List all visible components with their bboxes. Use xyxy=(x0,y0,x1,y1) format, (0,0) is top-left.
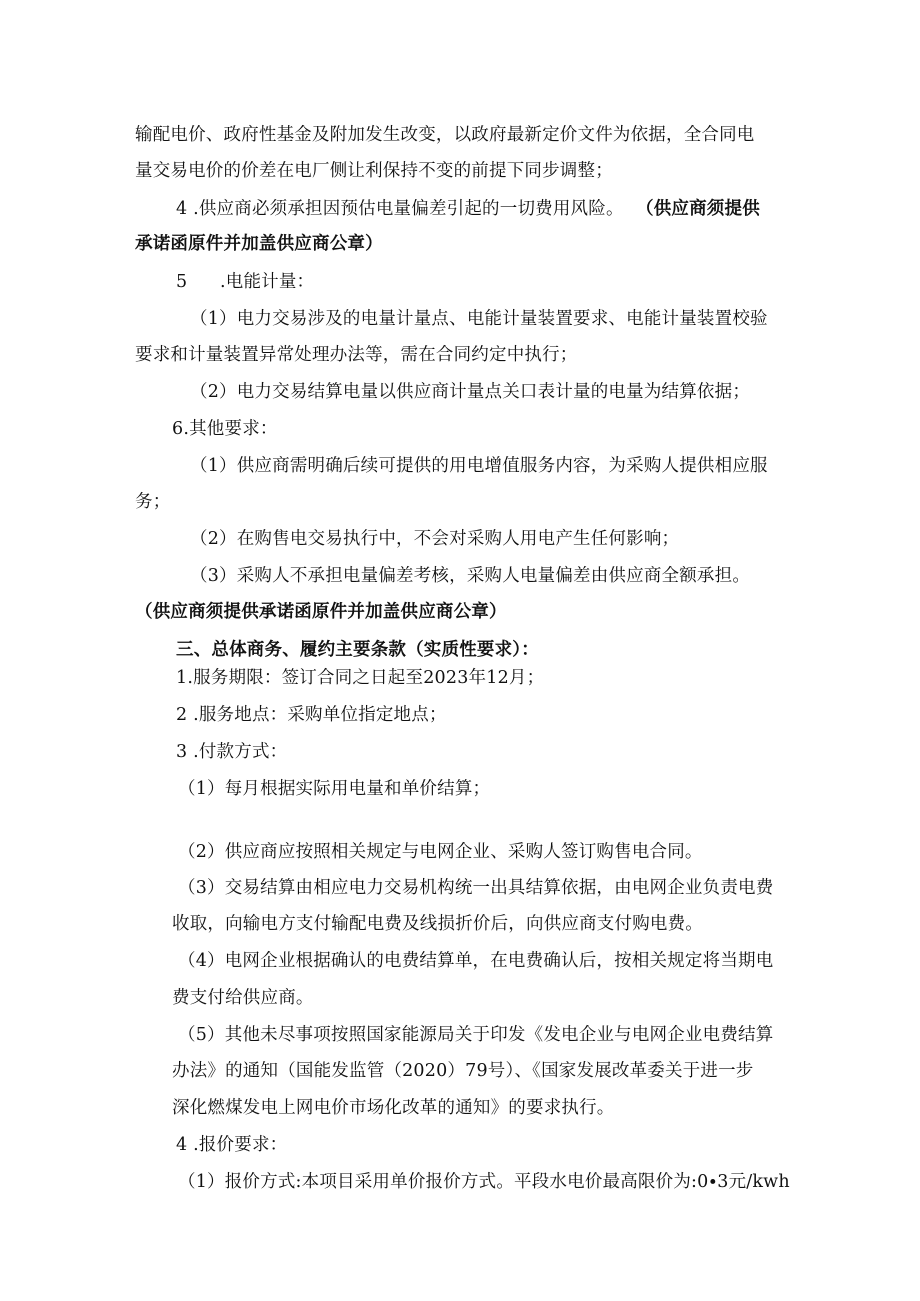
paragraph-line: （1）电力交易涉及的电量计量点、电能计量装置要求、电能计量装置校验 xyxy=(190,309,768,329)
paragraph-line: （4）电网企业根据确认的电费结算单，在电费确认后，按相关规定将当期电 xyxy=(178,951,774,971)
paragraph-line: （3）采购人不承担电量偏差考核，采购人电量偏差由供应商全额承担。 xyxy=(190,566,751,586)
paragraph-line: 1.服务期限：签订合同之日起至2023年12月； xyxy=(176,668,545,688)
paragraph-line: 费支付给供应商。 xyxy=(172,988,314,1008)
section-number: 5 xyxy=(176,272,188,292)
paragraph-line: （1）报价方式:本项目采用单价报价方式。平段水电价最高限价为:0∙3元/kwh xyxy=(178,1172,790,1192)
bold-note: （供应商须提供 xyxy=(636,199,760,219)
paragraph-line: 务； xyxy=(135,492,171,512)
paragraph-line: 办法》的通知（国能发监管（2020）79号）、《国家发展改革委关于进一步 xyxy=(172,1061,754,1081)
bold-note: 承诺函原件并加盖供应商公章） xyxy=(135,234,383,254)
paragraph-line: 2 .服务地点：采购单位指定地点； xyxy=(176,705,447,725)
section-heading: .电能计量： xyxy=(220,272,315,292)
paragraph-line: （2）供应商应按照相关规定与电网企业、采购人签订购售电合同。 xyxy=(178,842,703,862)
paragraph-line: （2）电力交易结算电量以供应商计量点关口表计量的电量为结算依据； xyxy=(190,382,751,402)
paragraph-line: （3）交易结算由相应电力交易机构统一出具结算依据，由电网企业负责电费 xyxy=(178,878,774,898)
paragraph-line: （2）在购售电交易执行中，不会对采购人用电产生任何影响； xyxy=(190,529,680,549)
paragraph-line: （1）每月根据实际用电量和单价结算； xyxy=(178,779,491,799)
paragraph-line: 要求和计量装置异常处理办法等，需在合同约定中执行； xyxy=(135,345,578,365)
paragraph-line: 输配电价、政府性基金及附加发生改变，以政府最新定价文件为依据，全合同电 xyxy=(135,125,755,145)
paragraph-line: 深化燃煤发电上网电价市场化改革的通知》的要求执行。 xyxy=(172,1098,615,1118)
section-heading: 6.其他要求： xyxy=(172,419,278,439)
paragraph-line: 4 .供应商必须承担因预估电量偏差引起的一切费用风险。 xyxy=(176,199,624,219)
paragraph-line: 收取，向输电方支付输配电费及线损折价后，向供应商支付购电费。 xyxy=(172,914,703,934)
bold-note: （供应商须提供承诺函原件并加盖供应商公章） xyxy=(135,602,507,622)
section-heading: 4 .报价要求： xyxy=(176,1135,288,1155)
paragraph-line: （5）其他未尽事项按照国家能源局关于印发《发电企业与电网企业电费结算 xyxy=(178,1025,774,1045)
paragraph-line: 3 .付款方式： xyxy=(176,742,288,762)
section-heading: 三、总体商务、履约主要条款（实质性要求）： xyxy=(176,640,539,660)
paragraph-line: 量交易电价的价差在电厂侧让利保持不变的前提下同步调整； xyxy=(135,161,613,181)
paragraph-line: （1）供应商需明确后续可提供的用电增值服务内容，为采购人提供相应服 xyxy=(190,456,768,476)
